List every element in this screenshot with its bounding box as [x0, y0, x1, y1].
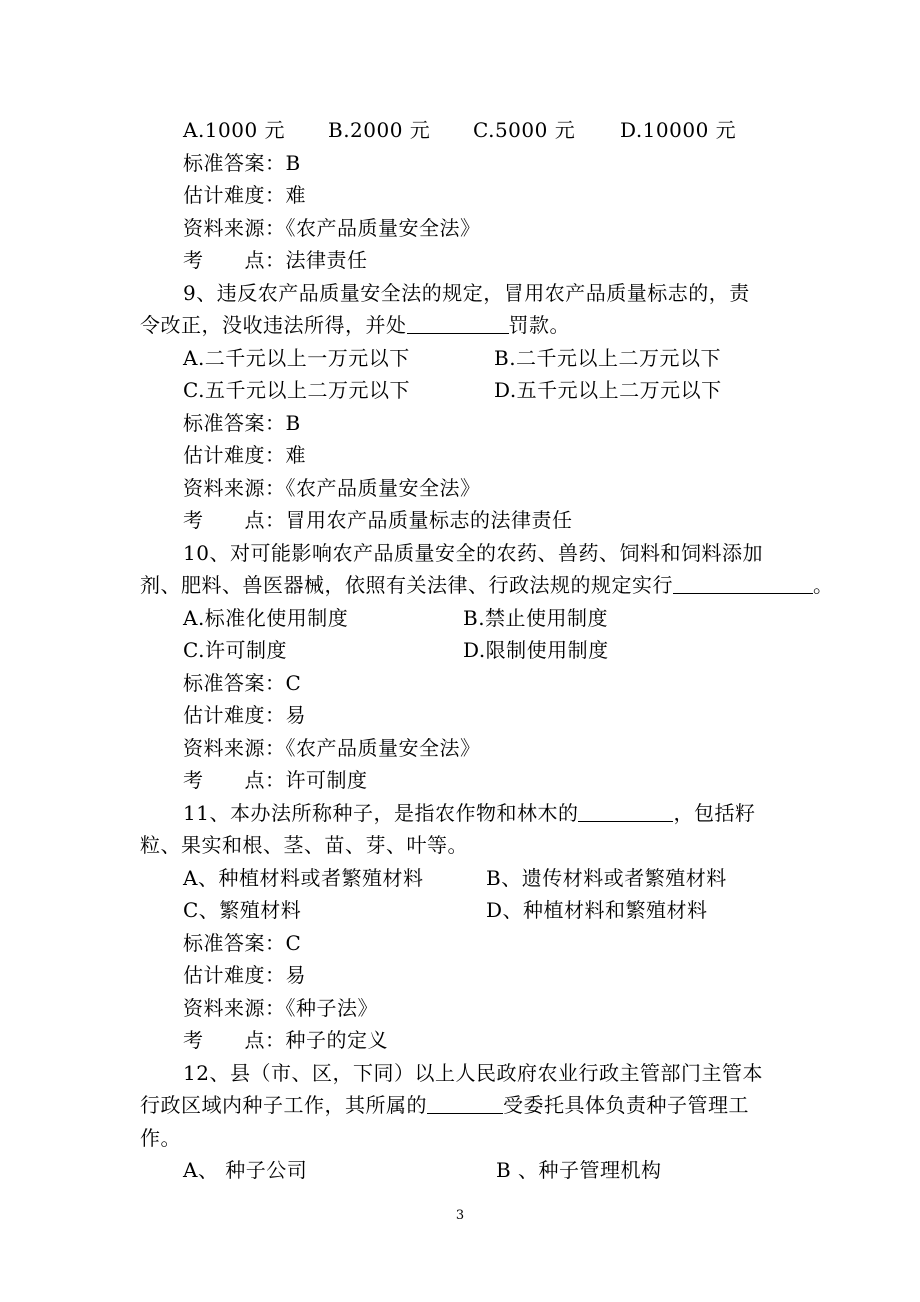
q10-stem-end: 。 [813, 573, 834, 597]
q9-point: 考 点：冒用农产品质量标志的法律责任 [183, 508, 573, 532]
q11-stem-line1 [183, 801, 755, 827]
q8-option-a: A.1000 元 [183, 118, 286, 142]
q10-difficulty: 估计难度：易 [183, 703, 306, 727]
q8-point: 考 点：法律责任 [183, 248, 368, 272]
q10-stem-line2 [140, 573, 834, 599]
q8-answer: 标准答案：B [183, 151, 301, 175]
q10-option-a: A.标准化使用制度 [183, 606, 349, 630]
q12-option-b: B 、种子管理机构 [496, 1158, 662, 1182]
q8-source: 资料来源：《农产品质量安全法》 [183, 216, 481, 240]
q9-stem-text: 令改正，没收违法所得，并处 [140, 313, 407, 337]
q12-stem-line2 [140, 1093, 749, 1119]
q12-stem-line3: 作。 [140, 1126, 181, 1150]
q9-option-b: B.二千元以上二万元以下 [494, 346, 722, 370]
q9-option-d: D.五千元以上二万元以下 [494, 378, 722, 402]
q9-blank [407, 313, 509, 334]
q10-option-b: B.禁止使用制度 [463, 606, 609, 630]
q11-option-b: B、遗传材料或者繁殖材料 [486, 866, 727, 890]
q12-option-a: A、 种子公司 [183, 1158, 308, 1182]
page-number: 3 [455, 1208, 465, 1223]
q11-answer: 标准答案：C [183, 931, 302, 955]
q8-difficulty: 估计难度：难 [183, 183, 306, 207]
q11-stem-end: ，包括籽 [673, 801, 756, 825]
q10-stem-line1: 10、对可能影响农产品质量安全的农药、兽药、饲料和饲料添加 [183, 541, 763, 565]
q11-difficulty: 估计难度：易 [183, 963, 306, 987]
q10-source: 资料来源：《农产品质量安全法》 [183, 736, 481, 760]
q9-difficulty: 估计难度：难 [183, 443, 306, 467]
q11-option-d: D、种植材料和繁殖材料 [486, 898, 708, 922]
q11-source: 资料来源：《种子法》 [183, 996, 378, 1020]
q10-option-c: C.许可制度 [183, 638, 287, 662]
q9-stem-line2 [140, 313, 570, 339]
q9-option-a: A.二千元以上一万元以下 [183, 346, 410, 370]
q10-stem-text: 剂、肥料、兽医器械，依照有关法律、行政法规的规定实行 [140, 573, 673, 597]
q11-blank [578, 801, 673, 822]
q9-stem-line1: 9、违反农产品质量安全法的规定，冒用农产品质量标志的，责 [183, 281, 750, 305]
q9-option-c: C.五千元以上二万元以下 [183, 378, 410, 402]
q10-blank [673, 573, 813, 594]
q9-answer: 标准答案：B [183, 411, 301, 435]
q12-stem-end: 受委托具体负责种子管理工 [503, 1093, 749, 1117]
q8-option-c: C.5000 元 [473, 118, 576, 142]
q12-stem-text: 行政区域内种子工作，其所属的 [140, 1093, 427, 1117]
q11-stem-line2: 粒、果实和根、茎、苗、芽、叶等。 [140, 833, 468, 857]
q10-point: 考 点：许可制度 [183, 768, 368, 792]
q8-option-b: B.2000 元 [328, 118, 431, 142]
q8-option-d: D.10000 元 [620, 118, 737, 142]
q11-stem-text: 11、本办法所称种子，是指农作物和林木的 [183, 801, 579, 825]
q12-blank [427, 1093, 503, 1114]
q12-stem-line1: 12、县（市、区，下同）以上人民政府农业行政主管部门主管本 [183, 1061, 763, 1085]
q9-stem-end: 罚款。 [508, 313, 570, 337]
q11-point: 考 点：种子的定义 [183, 1028, 388, 1052]
q11-option-c: C、繁殖材料 [183, 898, 302, 922]
q10-answer: 标准答案：C [183, 671, 302, 695]
q11-option-a: A、种植材料或者繁殖材料 [183, 866, 424, 890]
q10-option-d: D.限制使用制度 [463, 638, 609, 662]
q9-source: 资料来源：《农产品质量安全法》 [183, 476, 481, 500]
